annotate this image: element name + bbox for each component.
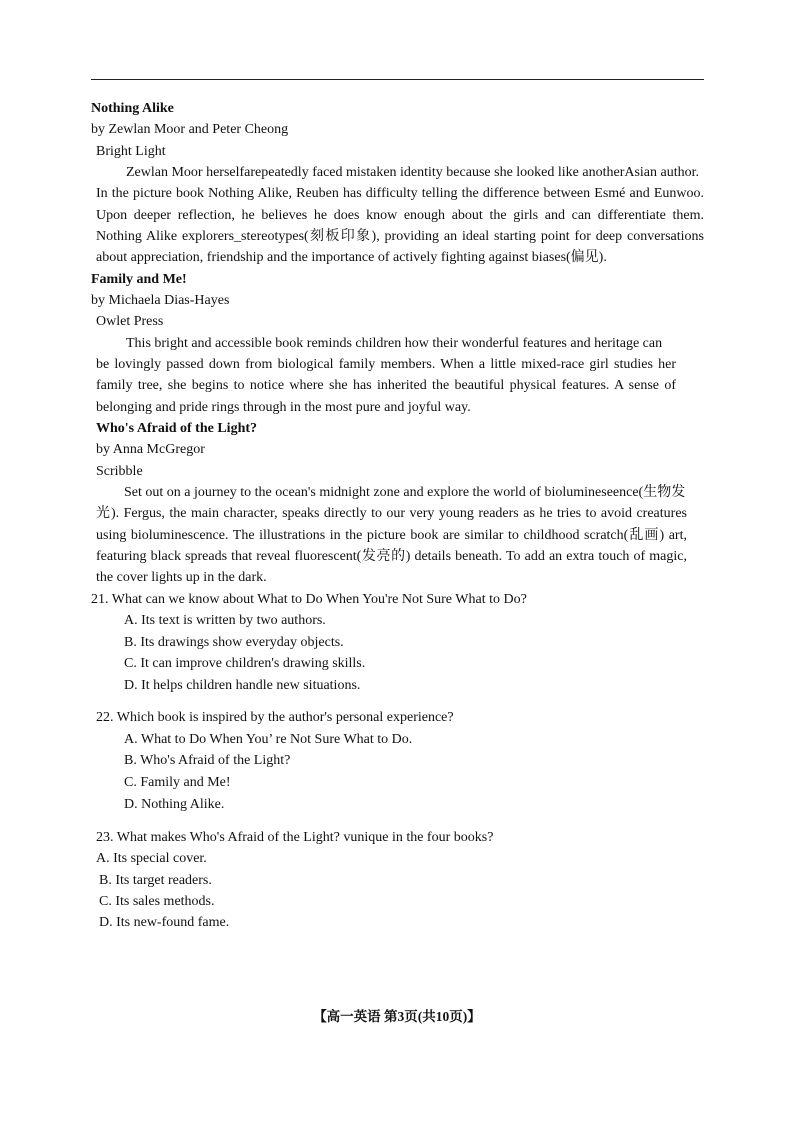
review-line: the cover lights up in the dark. xyxy=(96,570,267,585)
review-line: In the picture book Nothing Alike, Reuben has difficulty telling the difference between Esmé and Eunwoo. xyxy=(96,186,704,201)
review-line: featuring black spreads that reveal fluorescent(发亮的) details beneath. To add an extra touch of magic, xyxy=(96,549,687,564)
book-publisher: Bright Light xyxy=(96,144,166,159)
review-line: belonging and pride rings through in the most pure and joyful way. xyxy=(96,400,471,415)
question-option: C. Its sales methods. xyxy=(99,894,215,909)
question-stem: 23. What makes Who's Afraid of the Light? vunique in the four books? xyxy=(96,830,494,845)
header-rule xyxy=(91,79,704,80)
book-author: by Anna McGregor xyxy=(96,442,205,457)
book-publisher: Owlet Press xyxy=(96,314,164,329)
review-line: family tree, she begins to notice where she has inherited the beautiful physical features. A sense of xyxy=(96,378,676,393)
review-line: Upon deeper reflection, he believes he does know enough about the girls and can differentiate them. xyxy=(96,208,704,223)
book-author: by Michaela Dias-Hayes xyxy=(91,293,230,308)
question-option: C. Family and Me! xyxy=(124,775,231,790)
book-title: Nothing Alike xyxy=(91,101,174,116)
question-stem: 22. Which book is inspired by the author's personal experience? xyxy=(96,710,454,725)
question-option: A. Its text is written by two authors. xyxy=(124,613,326,628)
page-footer: 【高一英语 第3页(共10页)】 xyxy=(313,1009,481,1024)
review-line: about appreciation, friendship and the importance of actively fighting against biases(偏见). xyxy=(96,250,607,265)
review-line: Set out on a journey to the ocean's midnight zone and explore the world of biolumineseence(生物发 xyxy=(124,485,686,500)
review-line: This bright and accessible book reminds children how their wonderful features and heritage can xyxy=(126,336,663,351)
book-author: by Zewlan Moor and Peter Cheong xyxy=(91,122,289,137)
review-line: Zewlan Moor herselfarepeatedly faced mistaken identity because she looked like anotherAsian author. xyxy=(126,165,700,180)
review-line: Nothing Alike explorers_stereotypes(刻板印象), providing an ideal starting point for deep conversations xyxy=(96,229,704,244)
review-line: using bioluminescence. The illustrations in the picture book are similar to childhood scratch(乱画) art, xyxy=(96,528,687,543)
question-option: D. Nothing Alike. xyxy=(124,797,225,812)
review-line: be lovingly passed down from biological family members. When a little mixed-race girl studies her xyxy=(96,357,676,372)
question-option: B. Its target readers. xyxy=(99,873,212,888)
question-option: C. It can improve children's drawing skills. xyxy=(124,656,366,671)
book-title: Who's Afraid of the Light? xyxy=(96,421,258,436)
question-option: D. It helps children handle new situations. xyxy=(124,678,361,693)
question-option: D. Its new-found fame. xyxy=(99,915,230,930)
question-option: B. Its drawings show everyday objects. xyxy=(124,635,344,650)
question-stem: 21. What can we know about What to Do When You're Not Sure What to Do? xyxy=(91,592,527,607)
question-option: A. Its special cover. xyxy=(96,851,207,866)
book-publisher: Scribble xyxy=(96,464,143,479)
book-title: Family and Me! xyxy=(91,272,187,287)
review-line: 光). Fergus, the main character, speaks directly to our very young readers as he tries to avoid creatures xyxy=(96,506,687,521)
question-option: A. What to Do When You’ re Not Sure What to Do. xyxy=(124,732,413,747)
question-option: B. Who's Afraid of the Light? xyxy=(124,753,291,768)
